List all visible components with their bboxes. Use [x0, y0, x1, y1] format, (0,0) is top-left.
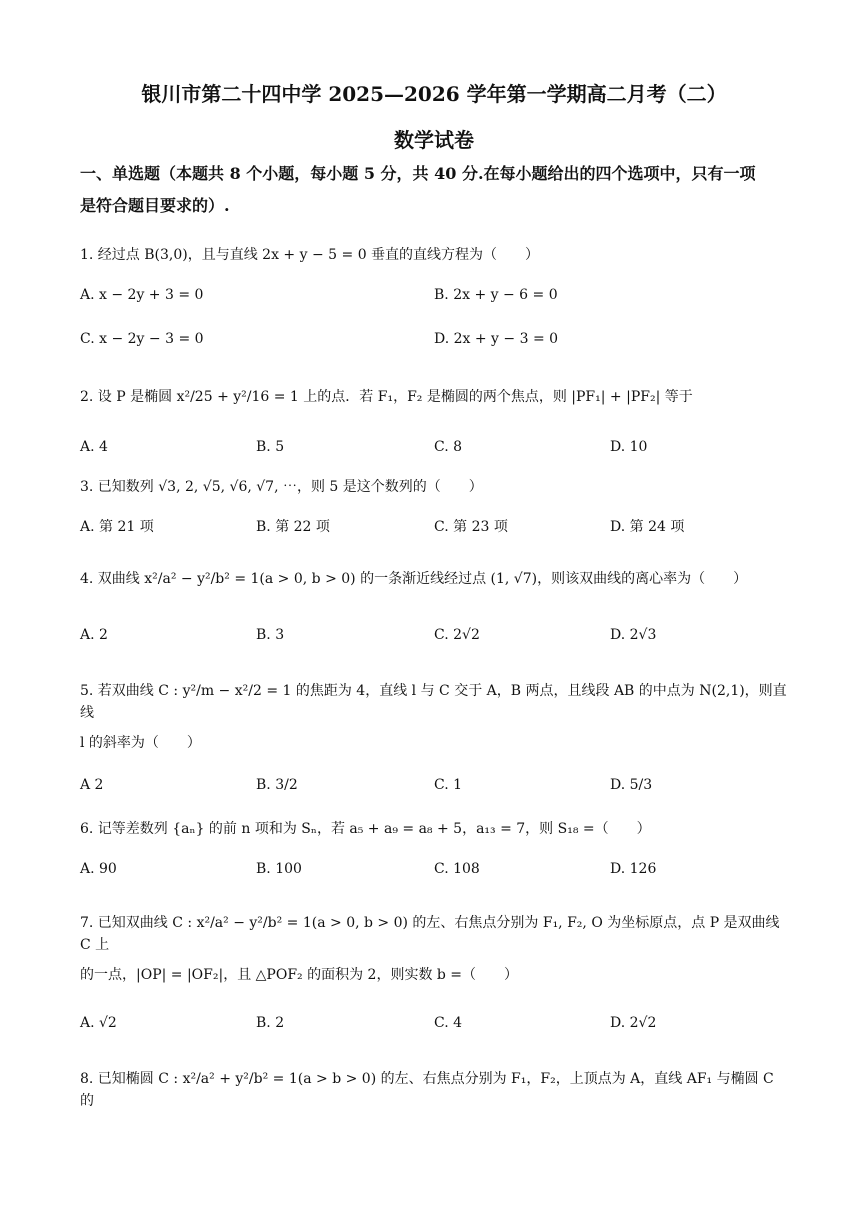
question-1-option-c: C. x − 2y − 3 = 0: [80, 331, 204, 347]
question-6-stem: 6. 记等差数列 {aₙ} 的前 n 项和为 Sₙ，若 a₅ + a₉ = a₈ + 5，a₁₃ = 7，则 S₁₈ =（ ）: [80, 821, 651, 837]
question-1-stem: 1. 经过点 B(3,0)，且与直线 2x + y − 5 = 0 垂直的直线方程为（ ）: [80, 247, 540, 263]
question-6-option-d: D. 126: [610, 861, 657, 877]
question-4-option-a: A. 2: [80, 627, 108, 643]
question-1-option-d: D. 2x + y − 3 = 0: [434, 331, 559, 347]
question-3-stem: 3. 已知数列 √3, 2, √5, √6, √7, ⋯，则 5 是这个数列的（ ）: [80, 479, 483, 495]
question-2-stem: 2. 设 P 是椭圆 x²/25 + y²/16 = 1 上的点．若 F₁，F₂ 是椭圆的两个焦点，则 |PF₁| + |PF₂| 等于: [80, 389, 693, 405]
question-1-option-a: A. x − 2y + 3 = 0: [80, 287, 204, 303]
question-7-option-b: B. 2: [256, 1015, 285, 1031]
question-2-option-b: B. 5: [256, 439, 285, 455]
question-2-option-a: A. 4: [80, 439, 108, 455]
question-3-option-c: C. 第 23 项: [434, 519, 508, 535]
question-1-option-b: B. 2x + y − 6 = 0: [434, 287, 558, 303]
question-3-option-a: A. 第 21 项: [80, 519, 154, 535]
question-7-stem-line2: 的一点，|OP| = |OF₂|，且 △POF₂ 的面积为 2，则实数 b =（ ）: [80, 967, 519, 983]
question-7-option-a: A. √2: [80, 1015, 117, 1031]
question-4-option-b: B. 3: [256, 627, 285, 643]
question-2-option-d: D. 10: [610, 439, 648, 455]
question-4-option-c: C. 2√2: [434, 627, 480, 643]
section-heading-line2: 是符合题目要求的）.: [80, 196, 230, 215]
exam-subtitle: 数学试卷: [394, 128, 474, 152]
question-8-stem: 8. 已知椭圆 C : x²/a² + y²/b² = 1(a > b > 0) 的左、右焦点分别为 F₁，F₂，上顶点为 A，直线 AF₁ 与椭圆 C 的: [80, 1071, 774, 1109]
question-6-option-c: C. 108: [434, 861, 480, 877]
question-6-option-a: A. 90: [80, 861, 117, 877]
question-3-option-d: D. 第 24 项: [610, 519, 685, 535]
question-6-option-b: B. 100: [256, 861, 302, 877]
question-4-stem: 4. 双曲线 x²/a² − y²/b² = 1(a > 0, b > 0) 的一条渐近线经过点 (1, √7)，则该双曲线的离心率为（ ）: [80, 571, 748, 587]
question-5-option-d: D. 5/3: [610, 777, 653, 793]
question-5-stem-line2: l 的斜率为（ ）: [80, 735, 201, 751]
question-2-option-c: C. 8: [434, 439, 463, 455]
question-7-option-d: D. 2√2: [610, 1015, 657, 1031]
exam-title: 银川市第二十四中学 2025—2026 学年第一学期高二月考（二）: [141, 82, 727, 106]
question-5-stem-line1: 5. 若双曲线 C : y²/m − x²/2 = 1 的焦距为 4，直线 l 与 C 交于 A，B 两点，且线段 AB 的中点为 N(2,1)，则直线: [80, 683, 787, 721]
question-7-stem-line1: 7. 已知双曲线 C : x²/a² − y²/b² = 1(a > 0, b > 0) 的左、右焦点分别为 F₁, F₂, O 为坐标原点，点 P 是双曲线 C 上: [80, 915, 780, 953]
section-heading-line1: 一、单选题（本题共 8 个小题，每小题 5 分，共 40 分.在每小题给出的四个选项中，只有一项: [80, 164, 756, 183]
question-7-option-c: C. 4: [434, 1015, 463, 1031]
question-4-option-d: D. 2√3: [610, 627, 657, 643]
question-5-option-b: B. 3/2: [256, 777, 298, 793]
question-5-option-c: C. 1: [434, 777, 463, 793]
question-3-option-b: B. 第 22 项: [256, 519, 330, 535]
question-5-option-a: A 2: [80, 777, 104, 793]
